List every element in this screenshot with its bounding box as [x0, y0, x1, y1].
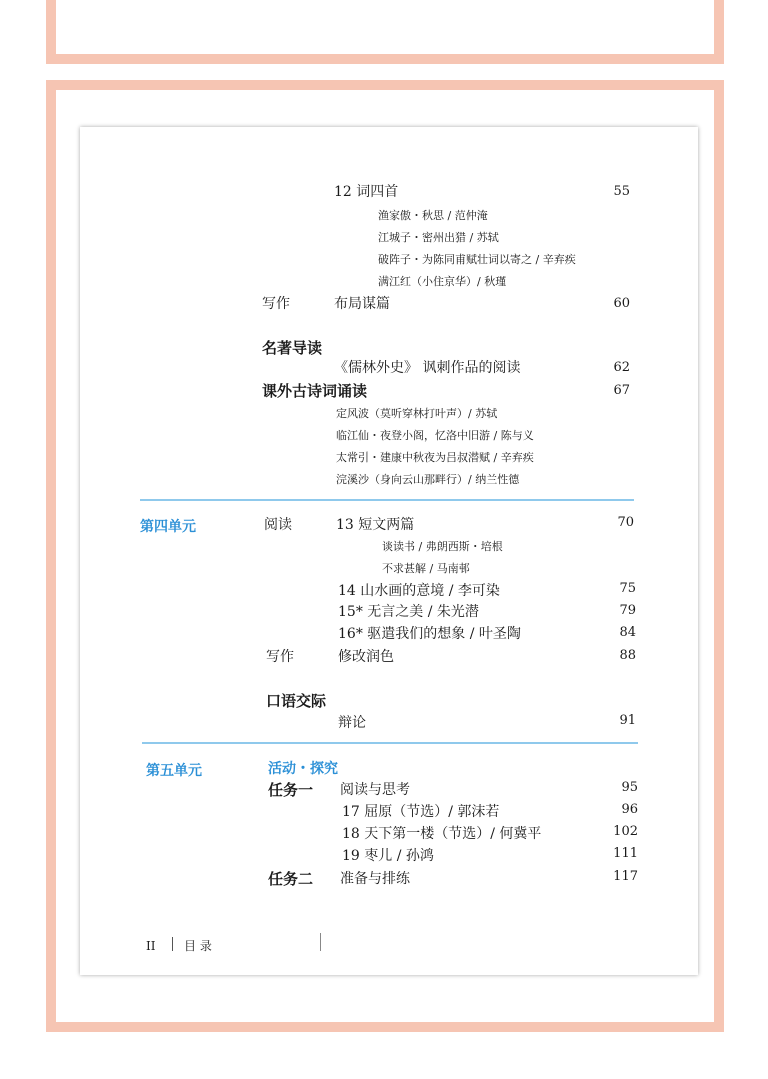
lesson-12-page: 55: [613, 184, 630, 199]
poem-item: 定风波（莫听穿林打叶声）/ 苏轼: [336, 407, 498, 420]
poem-item: 浣溪沙（身向云山那畔行）/ 纳兰性德: [336, 473, 520, 486]
writing-page: 60: [613, 296, 630, 311]
poem-item: 满江红（小住京华）/ 秋瑾: [378, 275, 507, 288]
writing-title: 布局谋篇: [334, 296, 390, 312]
task-1-page: 95: [621, 780, 638, 795]
lesson-13-title: 13 短文两篇: [336, 517, 415, 533]
classics-title: 《儒林外史》 讽刺作品的阅读: [334, 360, 521, 376]
activity-heading: 活动・探究: [268, 761, 338, 777]
oral-heading: 口语交际: [266, 692, 327, 710]
lesson-13-page: 70: [617, 515, 634, 530]
poem-item: 渔家傲・秋思 / 范仲淹: [378, 209, 488, 222]
reading-label: 阅读: [264, 517, 292, 533]
lesson-title: 19 枣儿 / 孙鸿: [342, 848, 434, 864]
lesson-12-title: 12 词四首: [334, 184, 399, 200]
top-photo-frame: [46, 0, 724, 64]
task-2-page: 117: [613, 869, 638, 884]
poem-item: 破阵子・为陈同甫赋壮词以寄之 / 辛弃疾: [378, 253, 576, 266]
lesson-page: 79: [619, 603, 636, 618]
classics-heading: 名著导读: [262, 339, 323, 357]
footer-divider: [172, 937, 173, 951]
writing-title: 修改润色: [338, 649, 394, 665]
task-2-label: 任务二: [268, 870, 314, 888]
poem-item: 江城子・密州出猎 / 苏轼: [378, 231, 499, 244]
lesson-title: 17 屈原（节选）/ 郭沫若: [342, 804, 500, 820]
oral-page: 91: [619, 713, 636, 728]
lesson-title: 14 山水画的意境 / 李可染: [338, 583, 500, 599]
task-1-title: 阅读与思考: [340, 782, 410, 798]
unit-divider: [140, 499, 634, 501]
lesson-page: 102: [613, 824, 638, 839]
task-1-label: 任务一: [268, 781, 314, 799]
essay-item: 谈读书 / 弗朗西斯・培根: [382, 540, 503, 553]
writing-page: 88: [619, 648, 636, 663]
essay-item: 不求甚解 / 马南邨: [382, 562, 470, 575]
task-2-title: 准备与排练: [340, 871, 410, 887]
classics-page: 62: [613, 360, 630, 375]
footer-section: 目 录: [184, 939, 212, 953]
lesson-title: 15* 无言之美 / 朱光潜: [338, 604, 479, 620]
writing-label: 写作: [266, 649, 294, 665]
lesson-page: 75: [619, 581, 636, 596]
unit-divider: [142, 742, 638, 744]
extra-poems-heading: 课外古诗词诵读: [262, 382, 368, 400]
unit-5-heading: 第五单元: [146, 763, 202, 779]
oral-title: 辩论: [338, 715, 366, 731]
lesson-page: 111: [613, 846, 638, 861]
lesson-title: 18 天下第一楼（节选）/ 何冀平: [342, 826, 542, 842]
writing-label: 写作: [262, 296, 290, 312]
footer-divider: [320, 933, 321, 951]
poem-item: 临江仙・夜登小阁，忆洛中旧游 / 陈与义: [336, 429, 534, 442]
poem-item: 太常引・建康中秋夜为吕叔潜赋 / 辛弃疾: [336, 451, 534, 464]
lesson-page: 96: [621, 802, 638, 817]
toc-page: [80, 127, 698, 975]
footer-page-number: II: [146, 939, 156, 953]
extra-poems-page: 67: [613, 383, 630, 398]
lesson-title: 16* 驱遣我们的想象 / 叶圣陶: [338, 626, 521, 642]
unit-4-heading: 第四单元: [140, 519, 196, 535]
lesson-page: 84: [619, 625, 636, 640]
